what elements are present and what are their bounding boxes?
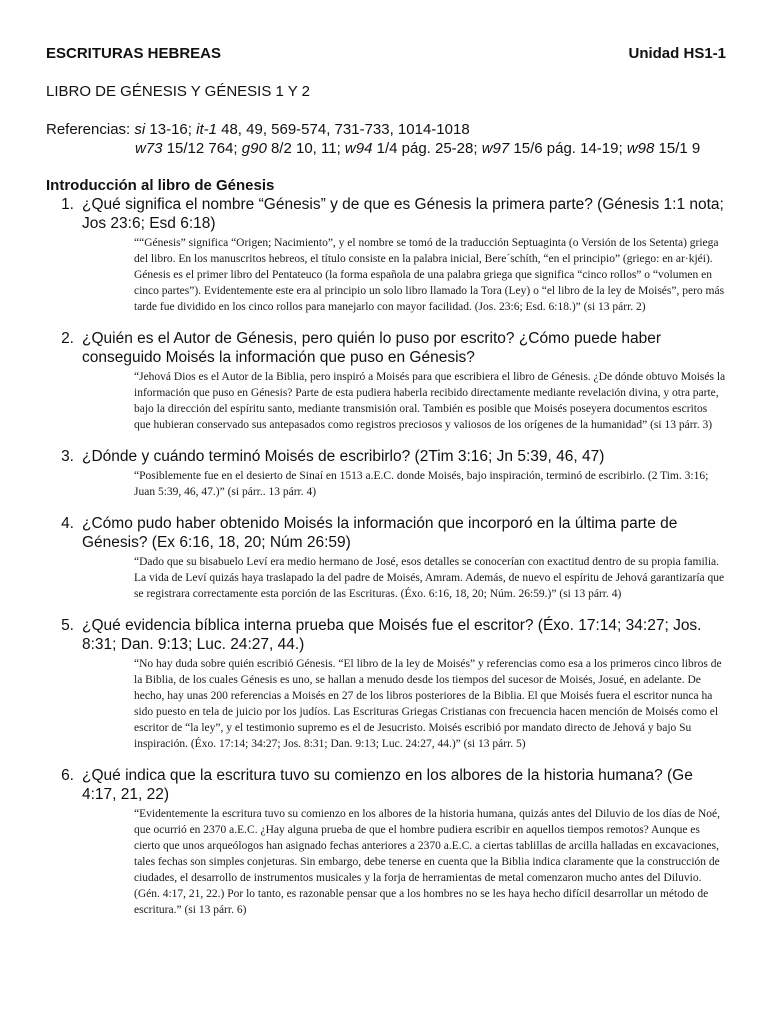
- publication-code: g90: [241, 140, 267, 157]
- reference-pages: 8/2 10, 11;: [266, 140, 345, 157]
- publication-code: it-1: [196, 121, 217, 138]
- document-page: [46, 44, 726, 918]
- publication-code: w73: [135, 140, 163, 157]
- question-text: ¿Qué evidencia bíblica interna prueba que Moisés fue el escritor? (Éxo. 17:14; 34:27; Jos. 8:31; Dan. 9:13; Luc. 24:27, 44.): [82, 617, 702, 653]
- question-row: [46, 514, 726, 552]
- question-row: [46, 195, 726, 233]
- question-number: 4.: [61, 515, 74, 532]
- reference-pages: 48, 49, 569-574, 731-733, 1014-1018: [216, 121, 470, 138]
- question-text: ¿Cómo pudo haber obtenido Moisés la información que incorporó en la última parte de Génesis? (Ex 6:16, 18, 20; Núm 26:59): [82, 515, 678, 551]
- answer-quote: “Jehová Dios es el Autor de la Biblia, pero inspiró a Moisés para que escribiera el libro de Génesis. ¿De dónde obtuvo Moisés la información que puso en Génesis? Parte de esta pudiera haberla recibido directamente mediante revelación divina, y otra parte, bajo la dirección del espíritu santo, mediante transmisión oral. También es posible que Moisés poseyera documentos escritos que hubieran conservado sus antepasados como registros preciosos y valiosos de los orígenes de la humanidad” (si 13 párr. 3): [134, 371, 726, 431]
- question-row: [46, 447, 726, 466]
- question-item: [46, 616, 726, 752]
- answer-quote: “Evidentemente la escritura tuvo su comienzo en los albores de la historia humana, quizás antes del Diluvio de los días de Noé, que ocurrió en 2370 a.E.C. ¿Hay alguna prueba de que el hombre pudiera escribir en aquellos tiempos remotos? Aunque es cierto que unos arqueólogos han asignado fechas anteriores a 2370 a.E.C. a ciertas tablillas de arcilla halladas en excavaciones, tales fechas son simples conjeturas. Sin embargo, debe tenerse en cuenta que la Biblia indica claramente que la construcción de ciudades, el desarrollo de instrumentos musicales y la forja de herramientas de metal comenzaron mucho antes del Diluvio. (Gén. 4:17, 21, 22.) Por lo tanto, es razonable pensar que a los hombres no se les haya hecho difícil desarrollar un método de escritura.” (si 13 párr. 6): [134, 808, 721, 916]
- publication-code: w98: [626, 140, 655, 157]
- publication-code: w97: [481, 140, 510, 157]
- page-header: [46, 44, 726, 64]
- answer-quote: “Dado que su bisabuelo Leví era medio hermano de José, esos detalles se conocerían con exactitud dentro de su propia familia. La vida de Leví quizás haya traslapado la del padre de Moisés, Amram. Además, de nuevo el espíritu de Jehová garantizaría que se registrara correctamente esta porción de las Escrituras. (Éxo. 6:16, 18, 20; Núm. 26:59.)” (si 13 párr. 4): [134, 556, 725, 600]
- answer-quote: “No hay duda sobre quién escribió Génesis. “El libro de la ley de Moisés” y referencias como esa a los primeros cinco libros de la Biblia, de los cuales Génesis es uno, se hallan a menudo desde los tiempos del sucesor de Moisés, Josué, en adelante. De hecho, hay unas 200 referencias a Moisés en 27 de los libros posteriores de la Biblia. El que Moisés fuera el escritor nunca ha sido puesto en tela de juicio por los judíos. Las Escrituras Griegas Cristianas con frecuencia hacen mención de Moisés como el escritor de “la ley”, y el testimonio supremo es el de Jesucristo. Moisés escribió por mandato directo de Jehová y bajo Su inspiración. (Éxo. 17:14; 34:27; Jos. 8:31; Dan. 9:13; Luc. 24:27, 44.)” (si 13 párr. 5): [134, 658, 722, 750]
- section-heading: Introducción al libro de Génesis: [46, 177, 275, 194]
- question-text: ¿Dónde y cuándo terminó Moisés de escribirlo? (2Tim 3:16; Jn 5:39, 46, 47): [82, 448, 605, 465]
- reference-pages: 13-16;: [145, 121, 197, 138]
- question-text: ¿Quién es el Autor de Génesis, pero quién lo puso por escrito? ¿Cómo puede haber conseguido Moisés la información que puso en Génesis?: [82, 330, 662, 366]
- question-number: 5.: [61, 617, 74, 634]
- question-text: ¿Qué indica que la escritura tuvo su comienzo en los albores de la historia humana? (Ge 4:17, 21, 22): [82, 767, 693, 803]
- answer-quote: “Posiblemente fue en el desierto de Sinaí en 1513 a.E.C. donde Moisés, bajo inspiración, terminó de escribirlo. (2 Tim. 3:16; Juan 5:39, 46, 47.)” (si párr.. 13 párr. 4): [134, 470, 709, 498]
- question-item: [46, 766, 726, 918]
- document-title: ESCRITURAS HEBREAS: [46, 45, 222, 62]
- question-row: [46, 766, 726, 804]
- references-block: [46, 120, 726, 158]
- question-item: [46, 514, 726, 602]
- reference-pages: 15/1 9: [654, 140, 701, 157]
- reference-pages: 1/4 pág. 25-28;: [372, 140, 482, 157]
- question-row: [46, 329, 726, 367]
- question-item: [46, 447, 726, 500]
- document-subtitle: LIBRO DE GÉNESIS Y GÉNESIS 1 Y 2: [46, 83, 311, 100]
- references-label: Referencias:: [46, 121, 131, 138]
- references-list-2: [46, 139, 726, 158]
- publication-code: si: [134, 121, 146, 138]
- question-number: 6.: [61, 767, 74, 784]
- unit-label: Unidad HS1-1: [628, 45, 726, 62]
- answer-quote: ““Génesis” significa “Origen; Nacimiento”, y el nombre se tomó de la traducción Septuaginta (o Versión de los Setenta) griega del libro. En los manuscritos hebreos, el título consiste en la palabra inicial, Bere´schíth, “en el principio” (griego: en ar·kjéi). Génesis es el primer libro del Pentateuco (la forma española de una palabra griega que significa “cinco rollos” o “volumen en cinco partes”). Evidentemente este era al principio un solo libro llamado la Tora (Ley) o “el libro de la ley de Moisés”, pero más tarde fue dividido en los cinco rollos para manejarlo con mayor facilidad. (Jos. 23:6; Esd. 6:18.)” (si 13 párr. 2): [134, 237, 725, 313]
- references-list-1: [134, 121, 469, 138]
- question-row: [46, 616, 726, 654]
- question-text: ¿Qué significa el nombre “Génesis” y de que es Génesis la primera parte? (Génesis 1:1 nota; Jos 23:6; Esd 6:18): [82, 196, 724, 232]
- question-number: 1.: [61, 196, 74, 213]
- question-list: [46, 195, 726, 918]
- publication-code: w94: [344, 140, 373, 157]
- reference-pages: 15/6 pág. 14-19;: [509, 140, 627, 157]
- references-line-1: [46, 120, 726, 139]
- reference-pages: 15/12 764;: [162, 140, 242, 157]
- question-item: [46, 329, 726, 433]
- question-number: 2.: [61, 330, 74, 347]
- question-item: [46, 195, 726, 315]
- question-number: 3.: [61, 448, 74, 465]
